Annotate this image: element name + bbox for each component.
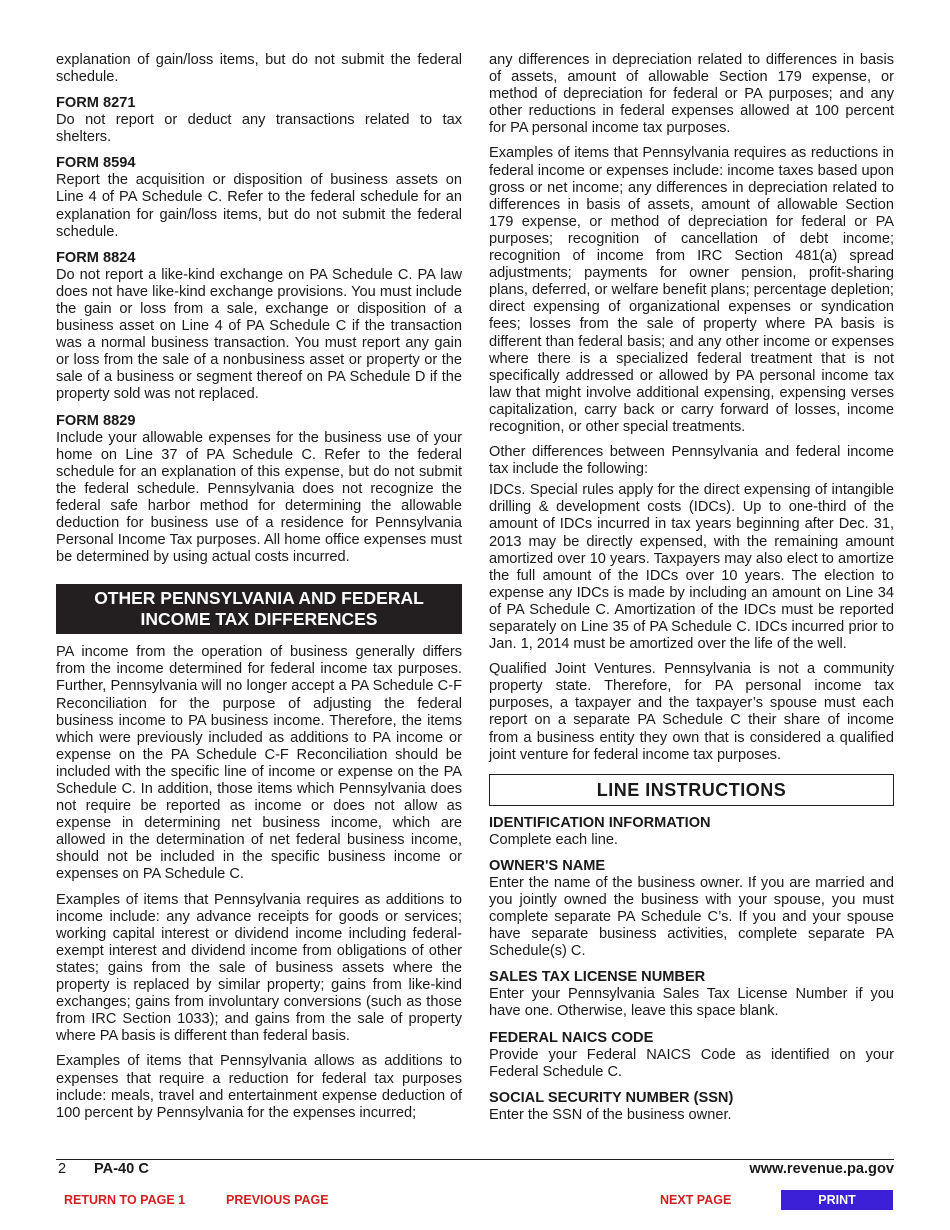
section-heading: FEDERAL NAICS CODE	[489, 1029, 654, 1046]
section-heading: FORM 8594	[56, 155, 136, 172]
ssn-section	[489, 1089, 894, 1124]
page-footer	[56, 1161, 894, 1181]
form-name: PA-40 C	[94, 1161, 149, 1177]
section-body: Enter the name of the business owner. If you are married and you jointly owned the business with your spouse, you must complete separate PA Schedule C’s. If you and your spouse have separate business activities, complete separate PA Schedule(s) C.	[489, 874, 894, 960]
return-to-page-1-link[interactable]: RETURN TO PAGE 1	[64, 1193, 186, 1207]
paragraph: Examples of items that Pennsylvania requires as reductions in federal income or expenses include: income taxes based upon gross or net income; any differences in depreciation related to differences in basis of assets, amount of allowable Section 179 expense, or method of depreciation for federal or PA purposes; recognition of cancellation of debt income; recognition of income from IRC Section 481(a) spread adjustments; payments for owner pension, profit-sharing plans, deferred, or welfare benefit plans; percentage depletion; direct expensing of organizational expenses or syndication fees; losses from the sale of property where PA basis is different than federal basis; and any other income or expenses where there is a specialized federal treatment that is not specifically addressed or allowed by PA personal income tax law that might involve additional expensing, expensing verses capitalization, carry back or carry forward of losses, income recognition, or other special treatments.	[489, 145, 894, 435]
print-button[interactable]: PRINT	[781, 1190, 893, 1210]
left-column	[56, 52, 462, 1130]
section-heading: OWNER'S NAME	[489, 857, 606, 874]
intro-text: explanation of gain/loss items, but do not submit the federal schedule.	[56, 52, 462, 86]
form-8829-section	[56, 412, 462, 567]
form-8271-section	[56, 94, 462, 146]
section-body: Enter the SSN of the business owner.	[489, 1106, 732, 1123]
section-heading: FORM 8271	[56, 95, 136, 112]
paragraph: Examples of items that Pennsylvania allows as additions to expenses that require a reduction for federal tax purposes include: meals, travel and entertainment expense deduction of 100 percent by Pennsylvania for the expenses incurred;	[56, 1053, 462, 1121]
section-body: Enter your Pennsylvania Sales Tax License Number if you have one. Otherwise, leave this space blank.	[489, 986, 894, 1020]
footer-divider	[56, 1159, 894, 1160]
right-column	[489, 52, 894, 1132]
section-body: Do not report or deduct any transactions related to tax shelters.	[56, 112, 462, 146]
paragraph: Qualified Joint Ventures. Pennsylvania is not a community property state. Therefore, for PA personal income tax purposes, a taxpayer and the taxpayer’s spouse must each report on a separate PA Schedule C their share of income from a business entity they own that is considered a qualified joint venture for federal income tax purposes.	[489, 661, 894, 763]
section-body: Provide your Federal NAICS Code as identified on your Federal Schedule C.	[489, 1046, 894, 1080]
next-page-link[interactable]: NEXT PAGE	[660, 1193, 732, 1207]
line-instructions-title: LINE INSTRUCTIONS	[489, 774, 894, 806]
section-heading: FORM 8824	[56, 249, 136, 266]
naics-section	[489, 1029, 894, 1081]
owners-name-section	[489, 857, 894, 960]
paragraph: IDCs. Special rules apply for the direct expensing of intangible drilling & development costs (IDCs). Up to one-third of the amount of IDCs incurred in tax years beginning after Dec. 31, 2013 may be directly expensed, with the remaining amount amortized over 10 years. Taxpayers may also elect to amortize the full amount of the IDCs over 10 years. The election to expense any IDCs is made by including an amount on Line 34 of PA Schedule C. Amortization of the IDCs must be reported separately on Line 35 of PA Schedule C. IDCs incurred prior to Jan. 1, 2014 must be amortized over the life of the well.	[489, 482, 894, 653]
paragraph: Other differences between Pennsylvania and federal income tax include the following:	[489, 444, 894, 478]
form-8824-section	[56, 249, 462, 404]
paragraph: PA income from the operation of business generally differs from the income determined for federal income tax purposes. Further, Pennsylvania will no longer accept a PA Schedule C-F Reconciliation for the purpose of adjusting the federal business income to PA business income. Therefore, the items which were previously included as additions to PA income or expense on the PA Schedule C-F Reconciliation should be included with the specific line of income or expense on the PA Schedule C. In addition, those items which Pennsylvania does not require be reported as income or does not allow as expense in determining net business income, which are allowed in the determination of net federal business income, should not be included in the specific business income or expenses on PA Schedule C.	[56, 644, 462, 883]
section-heading: FORM 8829	[56, 412, 136, 429]
section-body: Include your allowable expenses for the business use of your home on Line 37 of PA Schedule C. Refer to the federal schedule for an explanation of this expense, but do not submit the federal schedule. Pennsylvania does not recognize the federal safe harbor method for determining the allowable deduction for business use of a residence for Pennsylvania Personal Income Tax purposes. All home office expenses must be determined by using actual costs incurred.	[56, 429, 462, 566]
section-heading: SALES TAX LICENSE NUMBER	[489, 969, 706, 986]
page-number: 2	[58, 1161, 67, 1177]
section-body: Report the acquisition or disposition of business assets on Line 4 of PA Schedule C. Refer to the federal schedule for an explanation for gain/loss items, but do not submit the federal schedule.	[56, 172, 462, 240]
sales-tax-section	[489, 968, 894, 1020]
previous-page-link[interactable]: PREVIOUS PAGE	[226, 1193, 329, 1207]
section-banner: OTHER PENNSYLVANIA AND FEDERAL INCOME TAX DIFFERENCES	[56, 584, 462, 634]
form-8594-section	[56, 154, 462, 240]
section-body: Complete each line.	[489, 831, 618, 848]
section-heading: SOCIAL SECURITY NUMBER (SSN)	[489, 1089, 734, 1106]
website-link: www.revenue.pa.gov	[749, 1161, 894, 1177]
identification-section	[489, 814, 894, 849]
paragraph: any differences in depreciation related to differences in basis of assets, amount of allowable Section 179 expense, or method of depreciation for federal or PA purposes; and any other reductions in federal expenses allowed at 100 percent for PA personal income tax purposes.	[489, 52, 894, 137]
section-body: Do not report a like-kind exchange on PA Schedule C. PA law does not have like-kind exchange provisions. You must include the gain or loss from a sale, exchange or disposition of a business asset on Line 4 of PA Schedule C if the transaction was a normal business transaction. You must report any gain or loss from the sale of a nonbusiness asset or property or the sale of a business or segment thereof on PA Schedule D if the property sold was not replaced.	[56, 266, 462, 403]
section-heading: IDENTIFICATION INFORMATION	[489, 814, 711, 831]
paragraph: Examples of items that Pennsylvania requires as additions to income include: any advance receipts for goods or services; working capital interest or dividend income including federal-exempt interest and dividend income from obligations of other states; gains from the sale of business assets where the property is replaced by similar property; gains from like-kind exchanges; gains from involuntary conversions (such as those from IRC Section 1033); and gains from the sale of property where PA basis is different than federal basis.	[56, 891, 462, 1045]
